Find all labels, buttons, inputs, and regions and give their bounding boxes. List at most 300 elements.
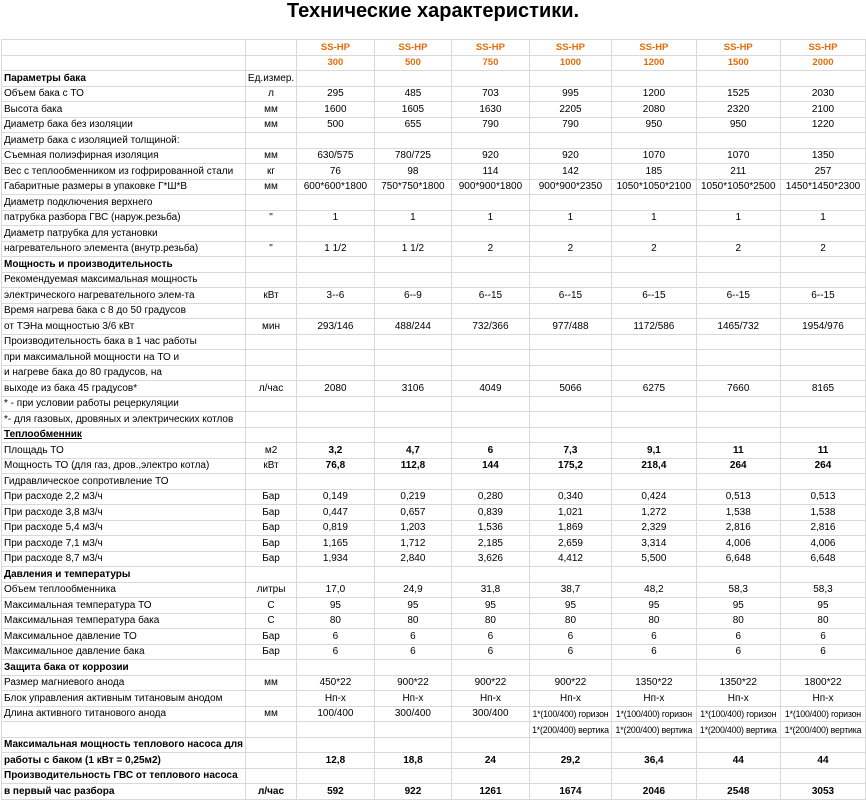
value-cell: 1	[612, 210, 696, 226]
row-unit: л	[245, 86, 296, 102]
value-cell: 900*900*1800	[452, 179, 530, 195]
value-cell	[374, 334, 452, 350]
table-row	[2, 257, 866, 273]
value-cell	[297, 660, 375, 676]
value-cell: 1,712	[374, 536, 452, 552]
value-cell	[297, 427, 375, 443]
value-cell: 58,3	[696, 582, 780, 598]
value-cell: 6	[780, 629, 865, 645]
row-label: Съемная полиэфирная изоляция	[2, 148, 246, 164]
value-cell	[529, 71, 612, 87]
table-row	[2, 644, 866, 660]
model-volume: 1000	[529, 55, 612, 71]
value-cell	[529, 303, 612, 319]
row-unit: Бар	[245, 644, 296, 660]
row-label: Параметры бака	[2, 71, 246, 87]
value-cell	[529, 660, 612, 676]
value-cell: 0,819	[297, 520, 375, 536]
value-cell	[452, 412, 530, 428]
value-cell: 3,314	[612, 536, 696, 552]
value-cell: 80	[374, 613, 452, 629]
row-unit: мм	[245, 179, 296, 195]
value-cell	[452, 768, 530, 784]
row-unit	[245, 257, 296, 273]
value-cell	[780, 412, 865, 428]
value-cell: 1350	[780, 148, 865, 164]
value-cell: 0,149	[297, 489, 375, 505]
value-cell: 703	[452, 86, 530, 102]
row-unit	[245, 350, 296, 366]
value-cell: 1,538	[780, 505, 865, 521]
value-cell	[780, 474, 865, 490]
value-cell: Нп-х	[780, 691, 865, 707]
value-cell: 211	[696, 164, 780, 180]
value-cell	[452, 427, 530, 443]
value-cell: 950	[612, 117, 696, 133]
row-label: Максимальное давление ТО	[2, 629, 246, 645]
value-cell: 80	[696, 613, 780, 629]
value-cell	[297, 737, 375, 753]
value-cell: 3053	[780, 784, 865, 800]
value-cell: 2	[780, 241, 865, 257]
value-cell	[374, 303, 452, 319]
row-label: Теплообменник	[2, 427, 246, 443]
value-cell: 29,2	[529, 753, 612, 769]
value-cell: 600*600*1800	[297, 179, 375, 195]
value-cell	[529, 474, 612, 490]
value-cell	[780, 365, 865, 381]
value-cell: 1350*22	[612, 675, 696, 691]
value-cell	[452, 334, 530, 350]
value-cell	[612, 474, 696, 490]
value-cell	[612, 365, 696, 381]
table-row	[2, 427, 866, 443]
value-cell	[529, 396, 612, 412]
value-cell: 1	[529, 210, 612, 226]
value-cell	[780, 737, 865, 753]
model-volume: 2000	[780, 55, 865, 71]
value-cell: 1	[780, 210, 865, 226]
row-unit	[245, 567, 296, 583]
value-cell	[696, 396, 780, 412]
table-row	[2, 164, 866, 180]
table-row	[2, 675, 866, 691]
model-prefix: SS-HP	[612, 40, 696, 56]
table-row	[2, 706, 866, 722]
table-row	[2, 520, 866, 536]
value-cell	[529, 737, 612, 753]
value-cell	[696, 303, 780, 319]
value-cell	[696, 272, 780, 288]
row-label: Блок управления активным титановым анодом	[2, 691, 246, 707]
value-cell	[374, 272, 452, 288]
value-cell: 1070	[696, 148, 780, 164]
row-unit: м2	[245, 443, 296, 459]
value-cell: 6	[452, 629, 530, 645]
value-cell: 3106	[374, 381, 452, 397]
value-cell	[529, 768, 612, 784]
table-row	[2, 737, 866, 753]
value-cell	[612, 396, 696, 412]
value-cell: 1674	[529, 784, 612, 800]
value-cell	[452, 226, 530, 242]
row-unit	[245, 396, 296, 412]
table-row	[2, 768, 866, 784]
table-row	[2, 179, 866, 195]
model-prefix: SS-HP	[696, 40, 780, 56]
value-cell: 500	[297, 117, 375, 133]
table-row	[2, 489, 866, 505]
value-cell	[612, 272, 696, 288]
row-label: Высота бака	[2, 102, 246, 118]
value-cell	[297, 226, 375, 242]
value-cell	[696, 257, 780, 273]
value-cell: Нп-х	[452, 691, 530, 707]
value-cell	[529, 567, 612, 583]
value-cell	[612, 71, 696, 87]
value-cell	[612, 737, 696, 753]
row-label: Максимальная температура ТО	[2, 598, 246, 614]
value-cell: 1	[297, 210, 375, 226]
value-cell	[374, 474, 452, 490]
value-cell	[297, 334, 375, 350]
value-cell	[452, 133, 530, 149]
value-cell: 6--15	[696, 288, 780, 304]
row-label: При расходе 5,4 м3/ч	[2, 520, 246, 536]
value-cell: 922	[374, 784, 452, 800]
value-cell	[529, 365, 612, 381]
value-cell: 485	[374, 86, 452, 102]
table-row	[2, 784, 866, 800]
value-cell	[297, 412, 375, 428]
value-cell	[374, 427, 452, 443]
value-cell: 44	[696, 753, 780, 769]
row-unit: л/час	[245, 381, 296, 397]
value-cell	[780, 272, 865, 288]
table-row	[2, 412, 866, 428]
table-row	[2, 582, 866, 598]
value-cell	[780, 768, 865, 784]
table-row	[2, 272, 866, 288]
value-cell	[612, 660, 696, 676]
value-cell	[297, 396, 375, 412]
value-cell: 6,648	[696, 551, 780, 567]
table-row	[2, 350, 866, 366]
table-row	[2, 567, 866, 583]
value-cell	[452, 737, 530, 753]
header-blank-cell	[245, 55, 296, 71]
table-row	[2, 753, 866, 769]
row-unit	[245, 303, 296, 319]
value-cell: 8165	[780, 381, 865, 397]
value-cell: 1,272	[612, 505, 696, 521]
value-cell	[780, 257, 865, 273]
value-cell: 6	[696, 629, 780, 645]
value-cell: 95	[374, 598, 452, 614]
row-unit: Бар	[245, 505, 296, 521]
value-cell	[529, 133, 612, 149]
value-cell: 920	[529, 148, 612, 164]
value-cell	[696, 226, 780, 242]
value-cell: 2205	[529, 102, 612, 118]
header-blank-cell	[2, 40, 246, 56]
row-label: нагревательного элемента (внутр.резьба)	[2, 241, 246, 257]
row-label: от ТЭНа мощностью 3/6 кВт	[2, 319, 246, 335]
value-cell	[780, 396, 865, 412]
model-volume: 750	[452, 55, 530, 71]
value-cell: 48,2	[612, 582, 696, 598]
value-cell: 1,203	[374, 520, 452, 536]
value-cell: Нп-х	[297, 691, 375, 707]
value-cell	[452, 396, 530, 412]
table-row	[2, 629, 866, 645]
value-cell: 6	[452, 443, 530, 459]
row-label: Диаметр бака без изоляции	[2, 117, 246, 133]
value-cell: 80	[297, 613, 375, 629]
header-blank-cell	[2, 55, 246, 71]
value-cell: 17,0	[297, 582, 375, 598]
value-cell: 38,7	[529, 582, 612, 598]
value-cell	[780, 350, 865, 366]
row-label	[2, 722, 246, 738]
model-volume: 1200	[612, 55, 696, 71]
row-label: Максимальная мощность теплового насоса для	[2, 737, 246, 753]
value-cell: 1,165	[297, 536, 375, 552]
row-label: и нагреве бака до 80 градусов, на	[2, 365, 246, 381]
value-cell	[612, 303, 696, 319]
model-volume: 500	[374, 55, 452, 71]
value-cell: 790	[529, 117, 612, 133]
table-row	[2, 613, 866, 629]
value-cell: 900*22	[529, 675, 612, 691]
value-cell: 9,1	[612, 443, 696, 459]
value-cell	[374, 350, 452, 366]
row-unit: С	[245, 598, 296, 614]
value-cell: 0,513	[696, 489, 780, 505]
table-row	[2, 319, 866, 335]
value-cell: 1465/732	[696, 319, 780, 335]
value-cell	[780, 334, 865, 350]
value-cell	[452, 257, 530, 273]
value-cell: 780/725	[374, 148, 452, 164]
value-cell: 1630	[452, 102, 530, 118]
row-label: патрубка разбора ГВС (наруж.резьба)	[2, 210, 246, 226]
value-cell	[374, 257, 452, 273]
value-cell: 264	[780, 458, 865, 474]
value-cell	[696, 350, 780, 366]
value-cell: 6	[374, 629, 452, 645]
value-cell: 1*(200/400) вертика	[612, 722, 696, 738]
value-cell: 3,626	[452, 551, 530, 567]
value-cell	[696, 567, 780, 583]
value-cell	[696, 474, 780, 490]
value-cell: 80	[780, 613, 865, 629]
value-cell	[780, 195, 865, 211]
value-cell: 1350*22	[696, 675, 780, 691]
value-cell: 3--6	[297, 288, 375, 304]
value-cell: 1525	[696, 86, 780, 102]
value-cell	[297, 350, 375, 366]
value-cell: 80	[529, 613, 612, 629]
value-cell: 80	[452, 613, 530, 629]
model-prefix: SS-HP	[374, 40, 452, 56]
row-label: Габаритные размеры в упаковке Г*Ш*В	[2, 179, 246, 195]
value-cell: 1050*1050*2100	[612, 179, 696, 195]
value-cell	[452, 272, 530, 288]
row-unit: Бар	[245, 520, 296, 536]
value-cell: 6	[696, 644, 780, 660]
value-cell: 0,340	[529, 489, 612, 505]
value-cell: 300/400	[374, 706, 452, 722]
table-row	[2, 474, 866, 490]
value-cell: 80	[612, 613, 696, 629]
value-cell: 995	[529, 86, 612, 102]
value-cell	[297, 195, 375, 211]
value-cell: 264	[696, 458, 780, 474]
row-unit: Бар	[245, 489, 296, 505]
value-cell: 6	[374, 644, 452, 660]
value-cell	[374, 226, 452, 242]
row-unit: мин	[245, 319, 296, 335]
value-cell: 4,7	[374, 443, 452, 459]
table-row	[2, 505, 866, 521]
model-prefix: SS-HP	[529, 40, 612, 56]
model-volume: 1500	[696, 55, 780, 71]
value-cell: 977/488	[529, 319, 612, 335]
value-cell: 24	[452, 753, 530, 769]
row-label: работы с баком (1 кВт = 0,25м2)	[2, 753, 246, 769]
value-cell	[612, 768, 696, 784]
model-volume-row	[2, 55, 866, 71]
value-cell: 2	[452, 241, 530, 257]
value-cell	[612, 334, 696, 350]
value-cell	[297, 257, 375, 273]
value-cell: 900*22	[452, 675, 530, 691]
row-unit	[245, 226, 296, 242]
value-cell: Нп-х	[374, 691, 452, 707]
value-cell: 1,934	[297, 551, 375, 567]
value-cell	[612, 427, 696, 443]
row-unit	[245, 660, 296, 676]
value-cell: 1 1/2	[297, 241, 375, 257]
value-cell: 6	[297, 644, 375, 660]
row-unit: л/час	[245, 784, 296, 800]
value-cell	[696, 195, 780, 211]
value-cell: 6275	[612, 381, 696, 397]
table-row	[2, 536, 866, 552]
value-cell	[374, 133, 452, 149]
value-cell: 0,280	[452, 489, 530, 505]
value-cell: 257	[780, 164, 865, 180]
table-row	[2, 722, 866, 738]
value-cell: 4,412	[529, 551, 612, 567]
value-cell	[780, 226, 865, 242]
value-cell: 732/366	[452, 319, 530, 335]
value-cell	[452, 195, 530, 211]
value-cell: 114	[452, 164, 530, 180]
value-cell: 95	[452, 598, 530, 614]
value-cell: 1,869	[529, 520, 612, 536]
value-cell: 2320	[696, 102, 780, 118]
value-cell: 36,4	[612, 753, 696, 769]
row-label: Вес с теплообменником из гофрированной стали	[2, 164, 246, 180]
value-cell: 142	[529, 164, 612, 180]
value-cell: 0,657	[374, 505, 452, 521]
value-cell: 295	[297, 86, 375, 102]
value-cell: 1*(100/400) горизон	[529, 706, 612, 722]
value-cell: 0,219	[374, 489, 452, 505]
row-label: Максимальная температура бака	[2, 613, 246, 629]
value-cell: Нп-х	[612, 691, 696, 707]
value-cell: 0,424	[612, 489, 696, 505]
row-label: Производительность ГВС от теплового насоса	[2, 768, 246, 784]
row-unit: Бар	[245, 536, 296, 552]
value-cell: 185	[612, 164, 696, 180]
value-cell	[780, 427, 865, 443]
value-cell	[529, 334, 612, 350]
page-title: Технические характеристики.	[286, 0, 580, 22]
row-unit: Бар	[245, 551, 296, 567]
row-label: При расходе 3,8 м3/ч	[2, 505, 246, 521]
value-cell: 1*(200/400) вертика	[529, 722, 612, 738]
value-cell: 2,816	[696, 520, 780, 536]
row-unit: мм	[245, 675, 296, 691]
header-blank-cell	[245, 40, 296, 56]
value-cell: 1954/976	[780, 319, 865, 335]
value-cell: 1050*1050*2500	[696, 179, 780, 195]
table-row	[2, 86, 866, 102]
row-unit: "	[245, 241, 296, 257]
value-cell: 6	[612, 644, 696, 660]
value-cell	[696, 71, 780, 87]
table-row	[2, 334, 866, 350]
value-cell: 95	[529, 598, 612, 614]
value-cell: 144	[452, 458, 530, 474]
value-cell: 630/575	[297, 148, 375, 164]
value-cell	[297, 768, 375, 784]
value-cell: 2046	[612, 784, 696, 800]
value-cell: 2080	[297, 381, 375, 397]
row-label: *- для газовых, дровяных и электрических котлов	[2, 412, 246, 428]
row-label: Мощность ТО (для газ, дров.,электро котла)	[2, 458, 246, 474]
row-label: Размер магниевого анода	[2, 675, 246, 691]
table-row	[2, 117, 866, 133]
value-cell: 2,659	[529, 536, 612, 552]
table-row	[2, 148, 866, 164]
row-unit	[245, 272, 296, 288]
value-cell: 98	[374, 164, 452, 180]
value-cell: 0,839	[452, 505, 530, 521]
row-label: Время нагрева бака с 8 до 50 градусов	[2, 303, 246, 319]
row-unit: мм	[245, 102, 296, 118]
value-cell: 655	[374, 117, 452, 133]
value-cell	[696, 412, 780, 428]
row-unit	[245, 334, 296, 350]
row-unit: Ед.измер.	[245, 71, 296, 87]
value-cell	[374, 396, 452, 412]
row-label: Объем теплообменника	[2, 582, 246, 598]
value-cell: 300/400	[452, 706, 530, 722]
value-cell	[374, 722, 452, 738]
table-row	[2, 288, 866, 304]
row-label: выходе из бака 45 градусов*	[2, 381, 246, 397]
value-cell	[696, 334, 780, 350]
row-label: При расходе 2,2 м3/ч	[2, 489, 246, 505]
value-cell	[780, 660, 865, 676]
value-cell: 2548	[696, 784, 780, 800]
value-cell	[529, 412, 612, 428]
table-row	[2, 660, 866, 676]
